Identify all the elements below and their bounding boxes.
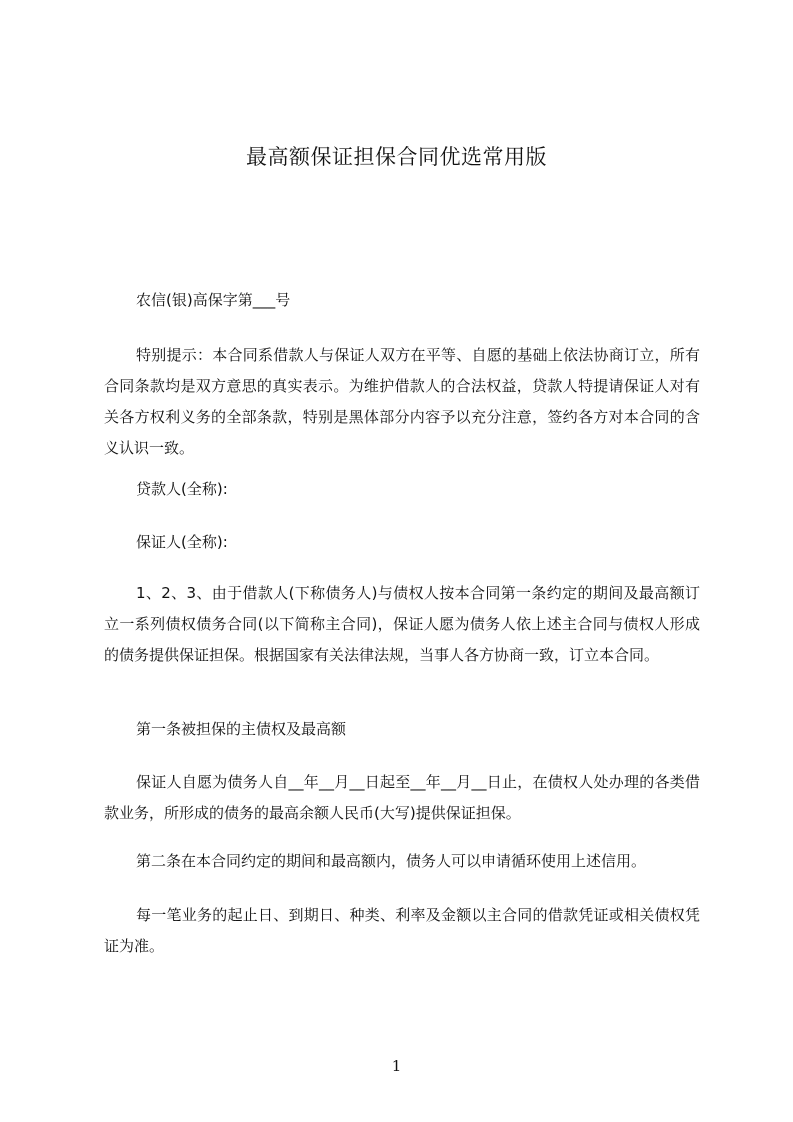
article-2-body: 每一笔业务的起止日、到期日、种类、利率及金额以主合同的借款凭证或相关债权凭证为准。	[104, 906, 700, 955]
contract-code: 农信(银)高保字第___号	[136, 291, 291, 309]
article-2-heading: 第二条在本合同约定的期间和最高额内，债务人可以申请循环使用上述信用。	[136, 852, 647, 870]
guarantor-field-label: 保证人(全称):	[136, 533, 228, 551]
article-1-heading: 第一条被担保的主债权及最高额	[136, 720, 347, 738]
intro-paragraph: 1、2、3、由于借款人(下称债务人)与债权人按本合同第一条约定的期间及最高额订立一系列债权债务合同(以下简称主合同)，保证人愿为债务人依上述主合同与债权人形成的债务提供保证担保。根据国家有关法律法规，当事人各方协商一致，订立本合同。	[104, 584, 700, 664]
special-notice-paragraph: 特别提示：本合同系借款人与保证人双方在平等、自愿的基础上依法协商订立，所有合同条款均是双方意思的真实表示。为维护借款人的合法权益，贷款人特提请保证人对有关各方权利义务的全部条款，特别是黑体部分内容予以充分注意，签约各方对本合同的含义认识一致。	[104, 346, 700, 457]
lender-field-label: 贷款人(全称):	[136, 480, 228, 498]
article-1-body: 保证人自愿为债务人自__年__月__日起至__年__月__日止，在债权人处办理的各类借款业务，所形成的债务的最高余额人民币(大写)提供保证担保。	[104, 773, 700, 822]
page-number: 1	[391, 1057, 402, 1075]
document-title: 最高额保证担保合同优选常用版	[246, 145, 547, 169]
